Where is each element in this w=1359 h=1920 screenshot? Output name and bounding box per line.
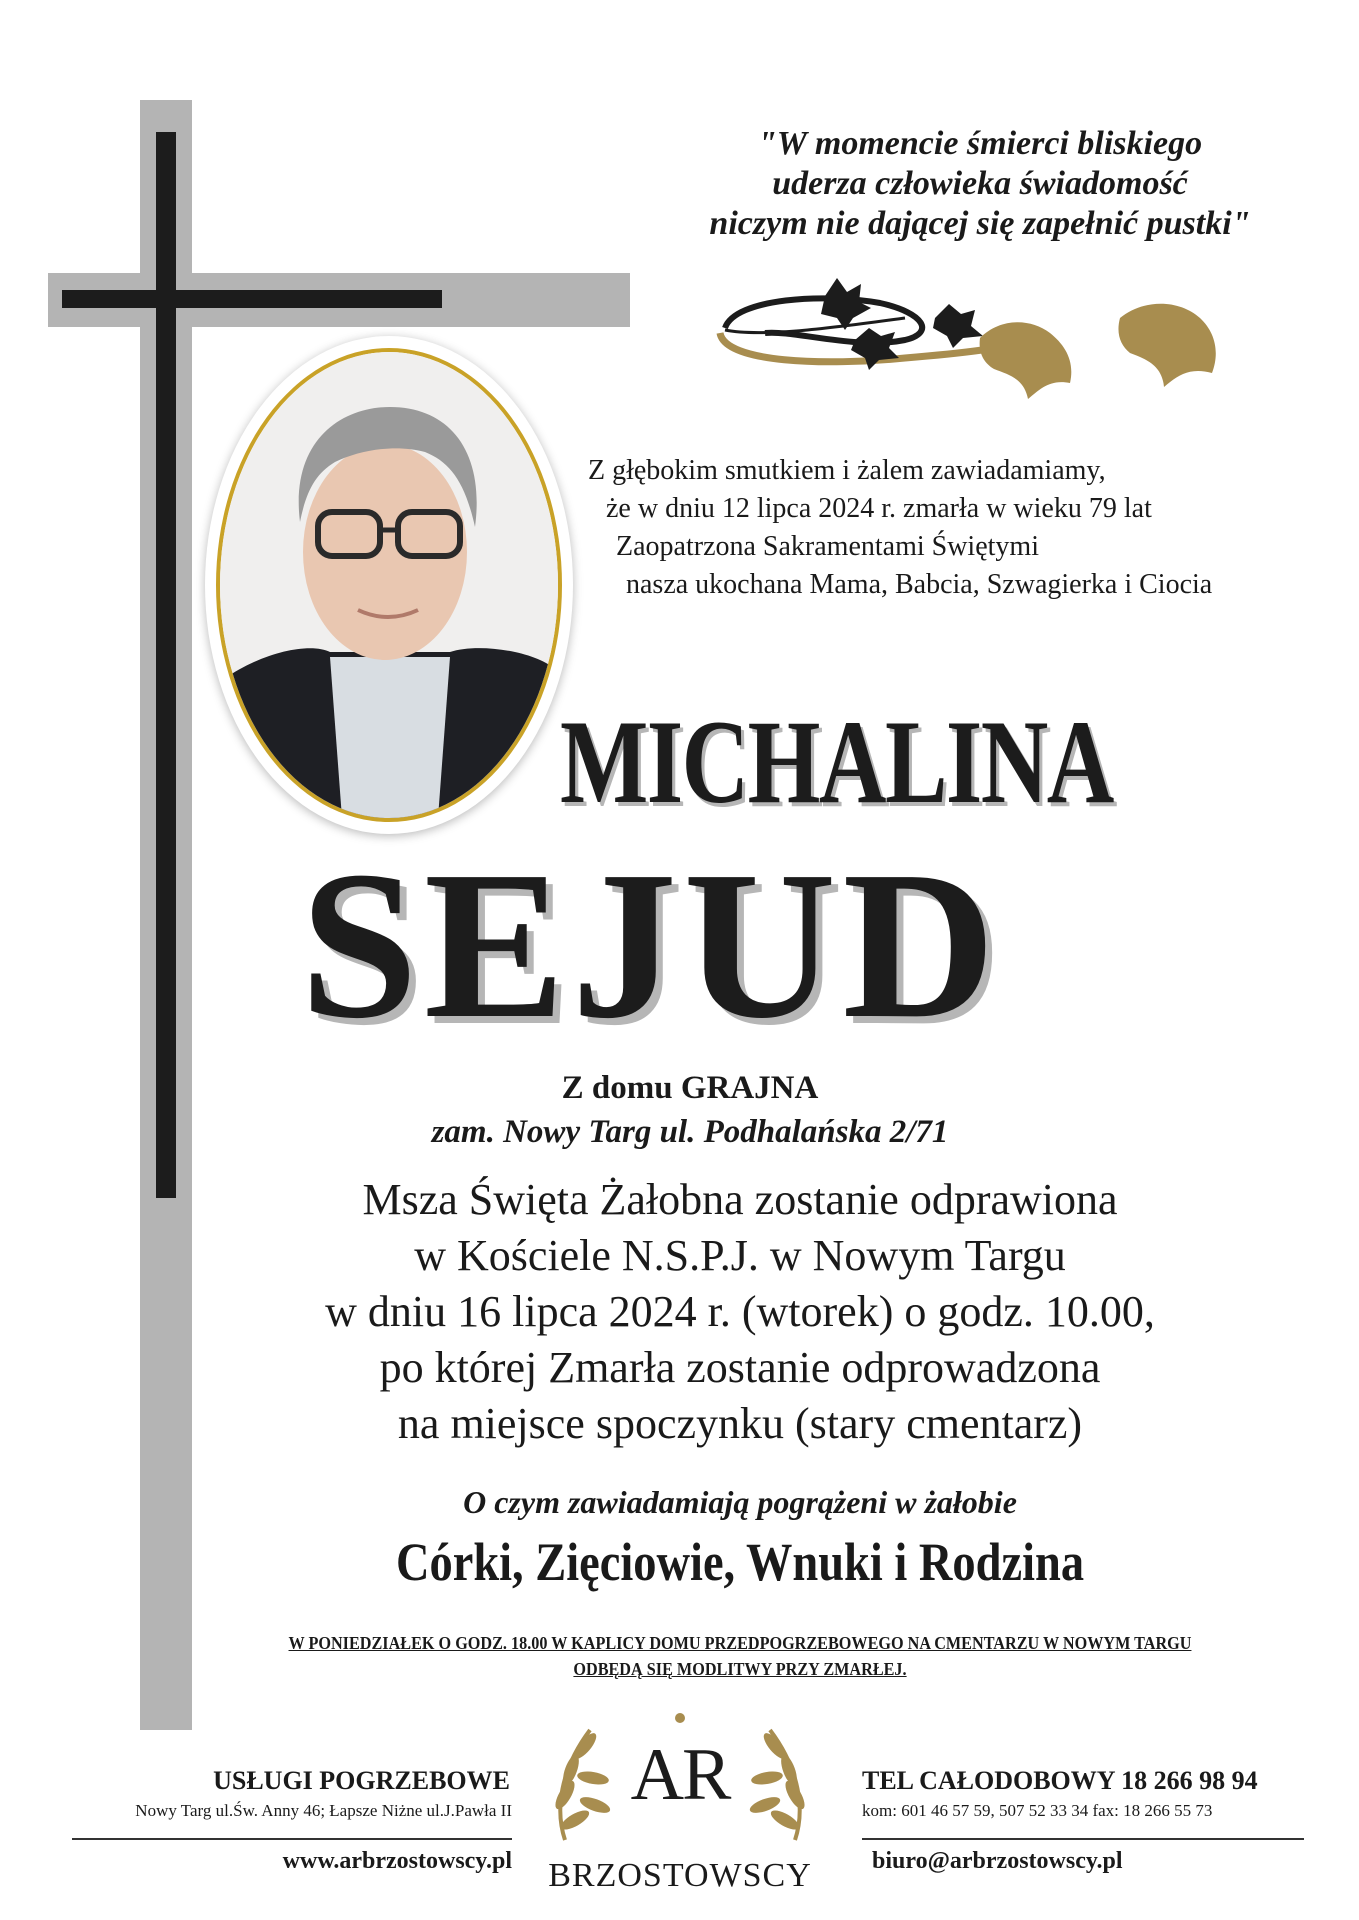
notice-line-2: ODBĘDĄ SIĘ MODLITWY PRZY ZMARŁEJ. (573, 1659, 907, 1679)
quote-line-2: uderza człowieka świadomość (772, 165, 1188, 202)
logo-initials: AR (630, 1734, 730, 1816)
intro-line-1: Z głębokim smutkiem i żalem zawiadamiamy, (588, 455, 1106, 486)
portrait-photo (216, 348, 562, 822)
mass-line-4: po której Zmarła zostanie odprowadzona (379, 1343, 1101, 1392)
portrait-silhouette (220, 352, 558, 818)
mass-line-1: Msza Święta Żałobna zostanie odprawiona (362, 1175, 1118, 1224)
footer-address: Nowy Targ ul.Św. Anny 46; Łapsze Niżne ul.J.Pawła II (135, 1801, 512, 1820)
logo-company-name: BRZOSTOWSCY (548, 1857, 812, 1894)
footer-divider-left (72, 1838, 512, 1840)
prayer-notice (210, 1630, 1270, 1682)
intro-line-4: nasza ukochana Mama, Babcia, Szwagierka i Ciocia (626, 569, 1213, 600)
mourners-intro: O czym zawiadamiają pogrążeni w żałobie (463, 1484, 1017, 1520)
quote-line-3: niczym nie dającej się zapełnić pustki" (709, 205, 1251, 242)
mass-line-3: w dniu 16 lipca 2024 r. (wtorek) o godz. 10.00, (325, 1287, 1155, 1336)
last-name: SEJUD (300, 827, 1002, 1062)
funeral-mass-info (200, 1172, 1280, 1452)
footer-mobile-fax: kom: 601 46 57 59, 507 52 33 34 fax: 18 266 55 73 (862, 1801, 1213, 1820)
footer-divider-right (862, 1838, 1304, 1840)
footer-email-link[interactable]: biuro@arbrzostowscy.pl (872, 1848, 1123, 1874)
footer-website-link[interactable]: www.arbrzostowscy.pl (282, 1848, 512, 1874)
intro-line-3: Zaopatrzona Sakramentami Świętymi (616, 531, 1039, 562)
maiden-name: Z domu GRAJNA (561, 1070, 819, 1106)
quote-line-1: "W momencie śmierci bliskiego (757, 125, 1203, 162)
footer-service-title: USŁUGI POGRZEBOWE (213, 1766, 510, 1795)
intro-line-2: że w dniu 12 lipca 2024 r. zmarła w wieku 79 lat (606, 493, 1152, 524)
quote (620, 124, 1340, 244)
mourners-names: Córki, Zięciowie, Wnuki i Rodzina (395, 1532, 1085, 1592)
vine-leaves-ornament (705, 278, 1250, 418)
mass-line-5: na miejsce spoczynku (stary cmentarz) (397, 1399, 1083, 1448)
announcement-intro (588, 452, 1308, 604)
residence-address: zam. Nowy Targ ul. Podhalańska 2/71 (431, 1114, 949, 1150)
notice-line-1: W PONIEDZIAŁEK O GODZ. 18.00 W KAPLICY DOMU PRZEDPOGRZEBOWEGO NA CMENTARZU W NOWYM TARGU (288, 1633, 1192, 1653)
mass-line-2: w Kościele N.S.P.J. w Nowym Targu (414, 1231, 1066, 1280)
cross-black-horizontal (62, 290, 442, 308)
first-name: MICHALINA (560, 695, 1113, 828)
footer-phone: TEL CAŁODOBOWY 18 266 98 94 (862, 1766, 1258, 1795)
